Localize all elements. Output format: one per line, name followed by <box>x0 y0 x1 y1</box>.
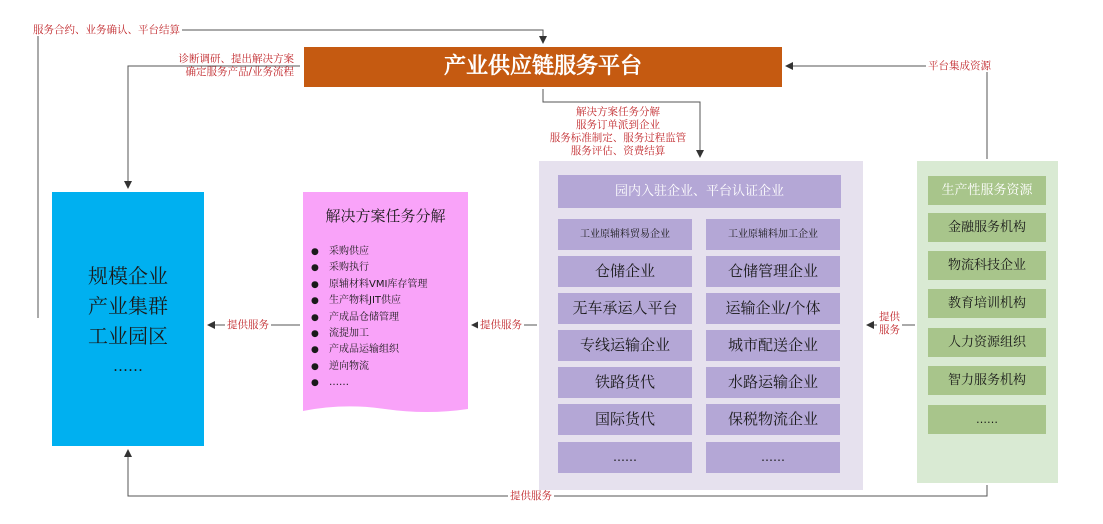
list-item: ● 逆向物流 <box>311 360 369 372</box>
platform-box <box>304 47 782 87</box>
decompose-label-4: 服务评估、资费结算 <box>570 145 666 157</box>
client-line-2: 产业集群 <box>88 294 168 318</box>
park-title: 园内入驻企业、平台认证企业 <box>558 175 841 208</box>
park-cell-left: 专线运输企业 <box>558 330 692 361</box>
solution-title: 解决方案任务分解 <box>325 207 446 225</box>
list-item: ● 生产物料JIT供应 <box>311 295 402 307</box>
provide-resource-label-1: 提供 <box>879 311 900 323</box>
list-item: ● 原辅材料VMI库存管理 <box>311 278 428 290</box>
client-line-3: 工业园区 <box>88 324 168 348</box>
diagnosis-arrow <box>128 66 300 188</box>
integrate-label: 平台集成资源 <box>928 60 991 72</box>
park-cell-left: 工业原辅料贸易企业 <box>558 219 692 250</box>
list-item: ● 流提加工 <box>311 328 369 340</box>
park-cell-left: 国际货代 <box>558 404 692 435</box>
park-cell-right: 保税物流企业 <box>706 404 840 435</box>
resource-cell: 物流科技企业 <box>928 251 1046 280</box>
park-cell-right: 运输企业/个体 <box>706 293 840 324</box>
resource-cell: …… <box>928 405 1046 434</box>
list-item: ● …… <box>311 377 349 389</box>
park-cell-left: 仓储企业 <box>558 256 692 287</box>
provide-client-label: 提供服务 <box>227 319 269 331</box>
solution-list <box>311 244 427 392</box>
resource-cell: 人力资源组织 <box>928 328 1046 357</box>
list-item: ● 产成品运输组织 <box>311 344 399 356</box>
diagnosis-label-2: 确定服务产品/业务流程 <box>185 66 294 78</box>
provide-bottom-label: 提供服务 <box>510 490 552 502</box>
provide-resource-label-2: 服务 <box>879 324 900 336</box>
resource-cell: 教育培训机构 <box>928 289 1046 318</box>
park-enterprises-panel <box>539 161 863 490</box>
list-item: ● 采购执行 <box>311 262 369 274</box>
decompose-label-3: 服务标准制定、服务过程监管 <box>549 132 687 144</box>
park-cell-left: 无车承运人平台 <box>558 293 692 324</box>
solution-document <box>303 192 468 406</box>
resource-cell: 智力服务机构 <box>928 366 1046 395</box>
park-cell-right: 城市配送企业 <box>706 330 840 361</box>
client-box <box>52 192 204 446</box>
resource-cell: 金融服务机构 <box>928 213 1046 242</box>
provide-solution-label: 提供服务 <box>480 319 522 331</box>
list-item: ● 采购供应 <box>311 246 369 257</box>
integrate-arrow <box>786 66 987 159</box>
contract-label: 服务合约、业务确认、平台结算 <box>33 24 180 36</box>
diagnosis-label-1: 诊断调研、提出解决方案 <box>178 53 294 65</box>
list-item: ● 产成品仓储管理 <box>311 311 399 323</box>
platform-title: 产业供应链服务平台 <box>443 54 642 79</box>
park-cell-right: …… <box>706 442 840 473</box>
service-resource-panel <box>917 161 1058 483</box>
park-cell-right: 工业原辅料加工企业 <box>706 219 840 250</box>
decompose-label-1: 解决方案任务分解 <box>576 106 660 118</box>
decompose-label-2: 服务订单派到企业 <box>576 119 660 131</box>
client-line-1: 规模企业 <box>88 264 168 288</box>
park-cell-right: 仓储管理企业 <box>706 256 840 287</box>
park-cell-left: …… <box>558 442 692 473</box>
solution-wave-edge <box>303 405 468 415</box>
park-cell-left: 铁路货代 <box>558 367 692 398</box>
park-cell-right: 水路运输企业 <box>706 367 840 398</box>
client-line-4: …… <box>113 357 143 375</box>
resource-title: 生产性服务资源 <box>928 176 1046 205</box>
